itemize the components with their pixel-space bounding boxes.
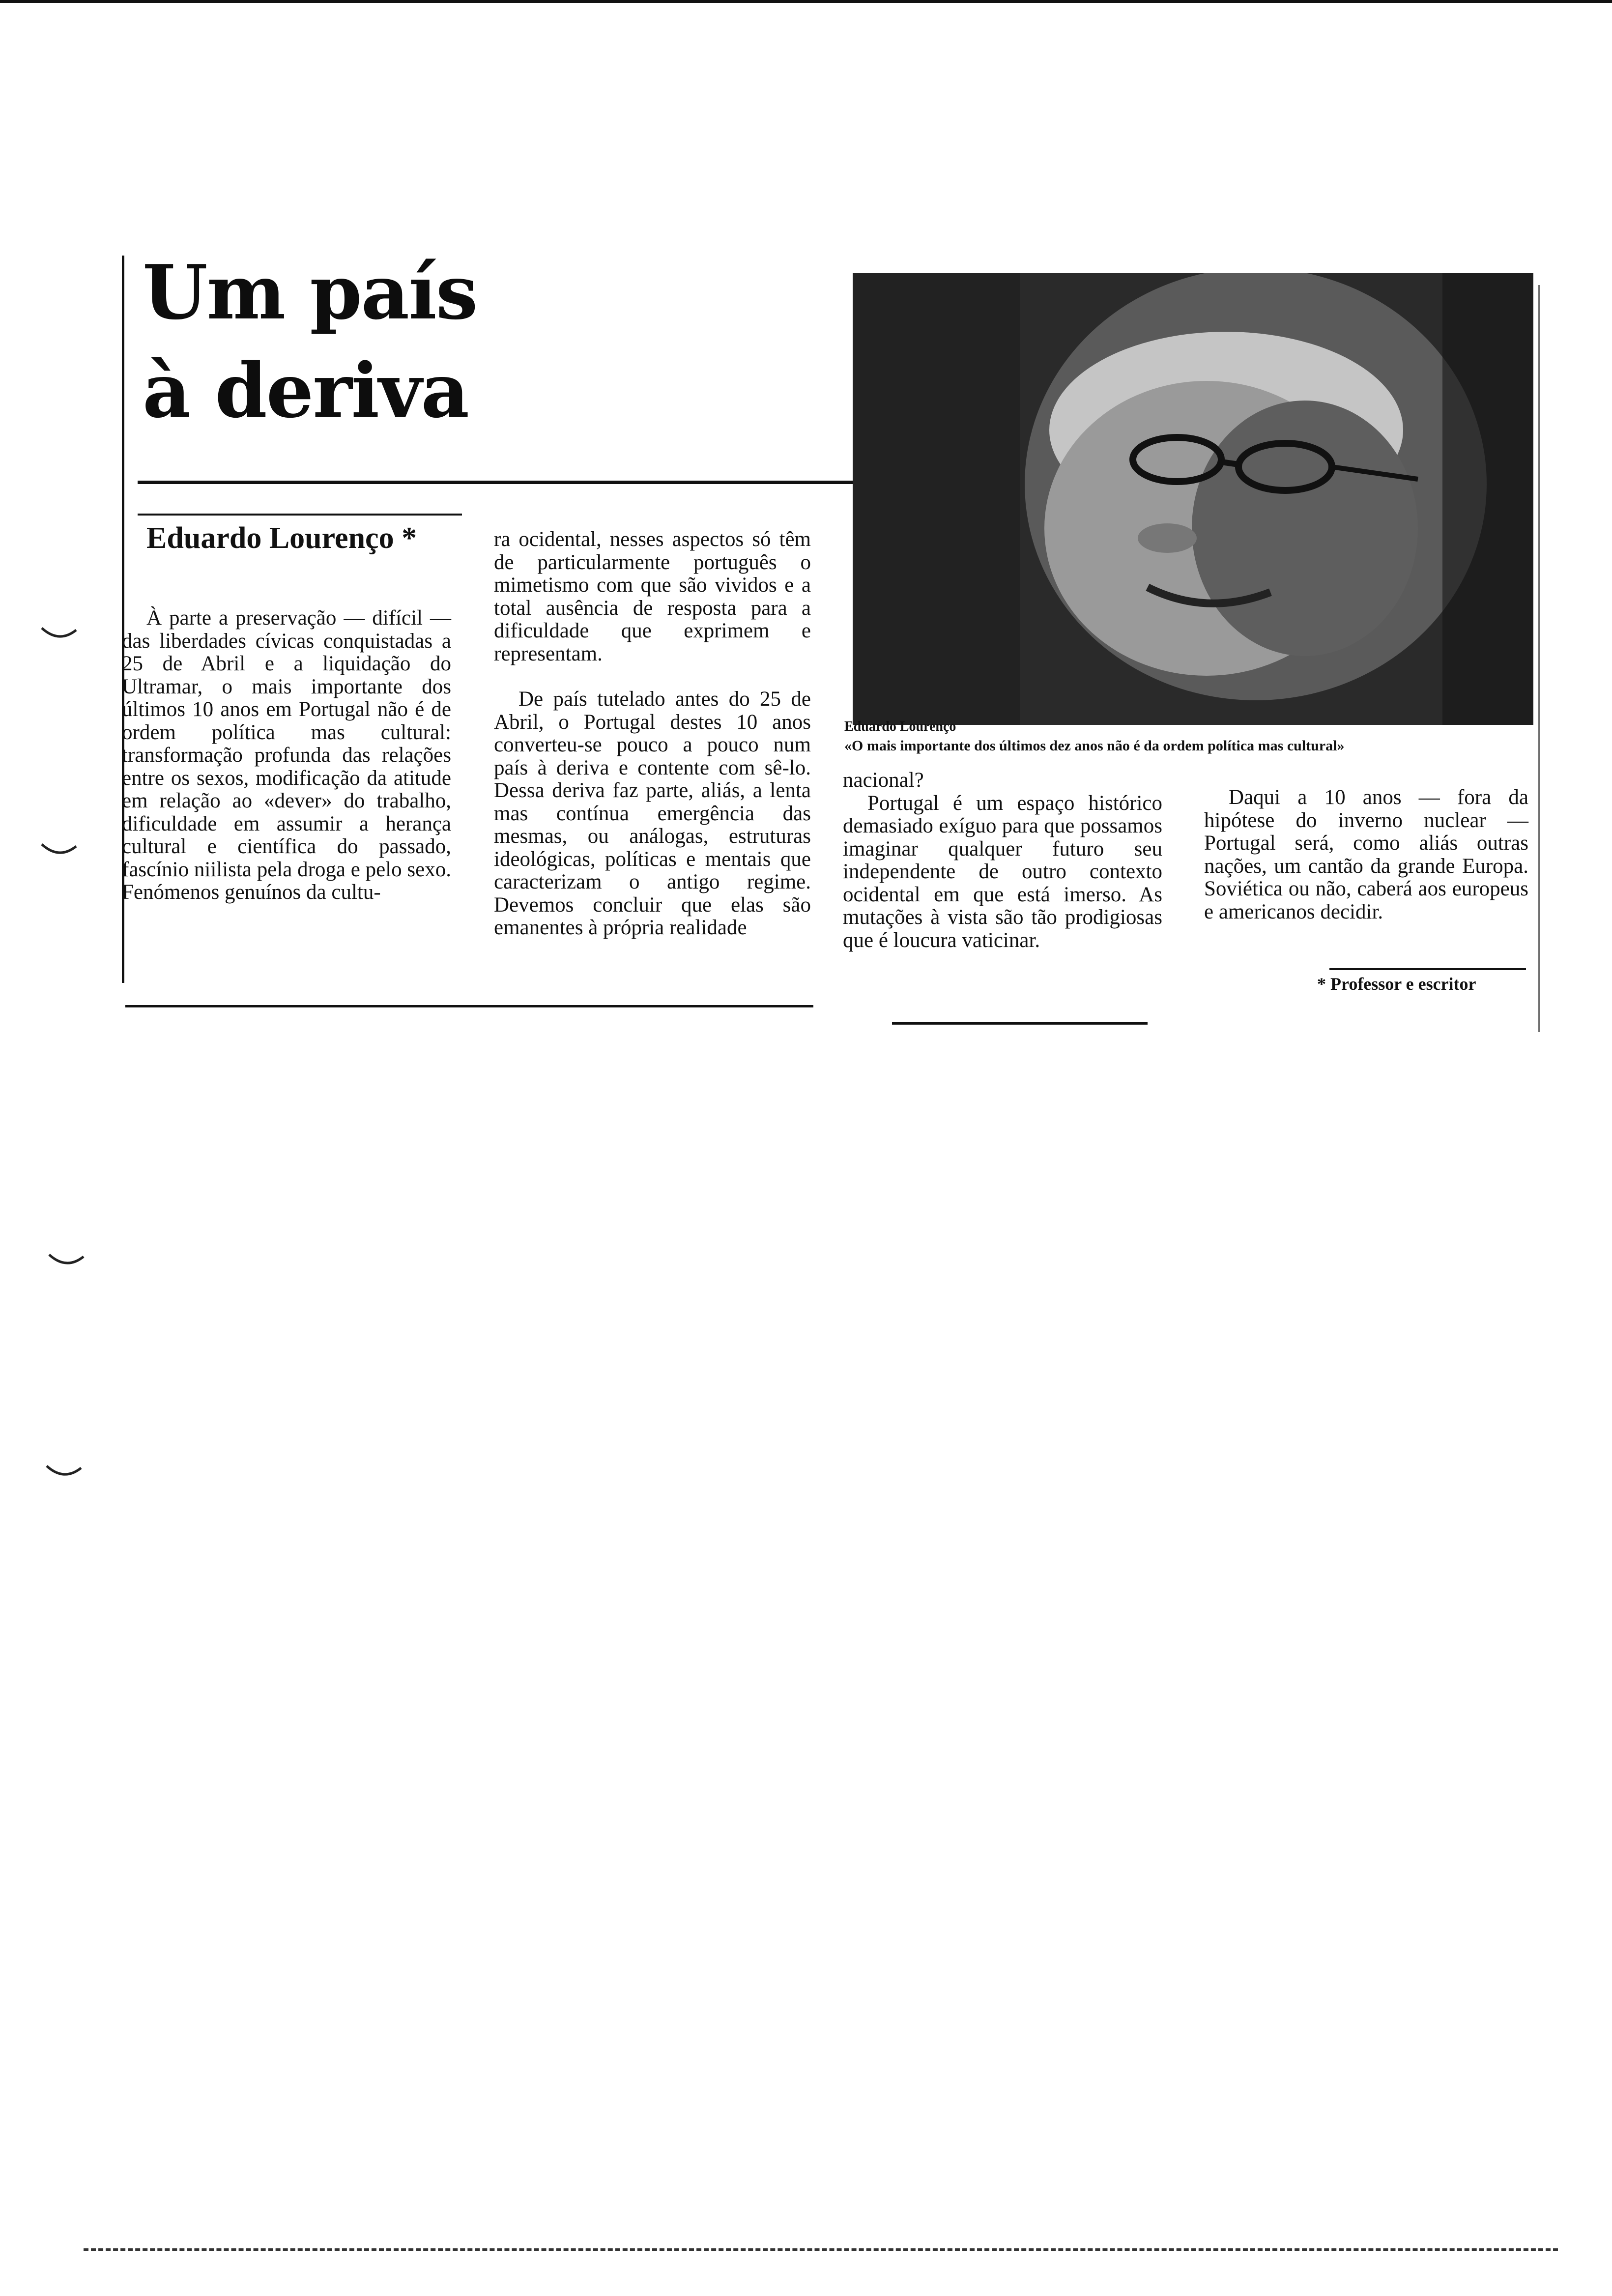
article-column-4 xyxy=(1204,786,1528,923)
punch-mark-icon xyxy=(44,1462,84,1482)
bottom-rule-left xyxy=(125,1005,813,1007)
punch-mark-icon xyxy=(47,1251,86,1270)
footnote: * Professor e escritor xyxy=(1317,974,1476,994)
article-column-2 xyxy=(494,528,811,940)
bottom-rule-right xyxy=(892,1022,1148,1025)
clipping-right-edge xyxy=(1538,285,1540,1032)
paragraph: nacional? xyxy=(843,769,924,792)
article-column-3 xyxy=(843,769,1162,952)
paragraph: Daqui a 10 anos — fora da hipótese do inverno nuclear — Portugal será, como aliás outras nações, um cantão da grande Europa. Soviética ou não, caberá aos europeus e americanos decidir. xyxy=(1204,786,1528,923)
author-photo xyxy=(853,273,1533,725)
paragraph: De país tutelado antes do 25 de Abril, o Portugal destes 10 anos converteu-se pouco a pouco num país à deriva e contente com sê-lo. Dessa deriva faz parte, aliás, a lenta mas contínua emergência das mesmas, ou análogas, estruturas ideológicas, políticas e mentais que caracterizam o antigo regime. Devemos concluir que elas são emanentes à própria realidade xyxy=(494,688,811,939)
headline-line-1: Um país xyxy=(143,248,477,336)
author-byline: Eduardo Lourenço * xyxy=(146,521,417,555)
author-top-rule xyxy=(138,514,462,516)
photo-caption-quote: «O mais importante dos últimos dez anos não é da ordem política mas cultural» xyxy=(844,738,1345,754)
bottom-scan-edge xyxy=(84,2248,1558,2251)
paragraph: À parte a preservação — difícil — das liberdades cívicas conquistadas a 25 de Abril e a liquidação do Ultramar, o mais importante dos últimos 10 anos em Portugal não é de ordem política mas cultural: transformação profunda das relações entre os sexos, modificação da atitude em relação ao «dever» do trabalho, dificuldade em assumir a herança cultural e científica do passado, fascínio niilista pela droga e pelo sexo. Fenómenos genuínos da cultu- xyxy=(122,606,451,904)
article-column-1 xyxy=(122,607,451,904)
headline xyxy=(143,243,516,440)
punch-mark-icon xyxy=(39,624,79,644)
punch-mark-icon xyxy=(39,840,79,860)
footnote-rule xyxy=(1329,968,1526,970)
headline-line-2: à deriva xyxy=(143,346,469,434)
paragraph: Portugal é um espaço histórico demasiado exíguo para que possamos imaginar qualquer futuro seu independente de outro contexto ocidental em que está imerso. As mutações à vista são tão prodigiosas que é loucura vaticinar. xyxy=(843,791,1162,952)
paragraph: ra ocidental, nesses aspectos só têm de particularmente português o mimetismo com que são vividos e a total ausência de resposta para a dificuldade que exprimem e representam. xyxy=(494,528,811,665)
page-top-edge xyxy=(0,0,1612,3)
headline-rule xyxy=(138,481,855,484)
portrait-image xyxy=(853,273,1533,725)
photo-caption-name: Eduardo Lourenço xyxy=(844,719,956,734)
